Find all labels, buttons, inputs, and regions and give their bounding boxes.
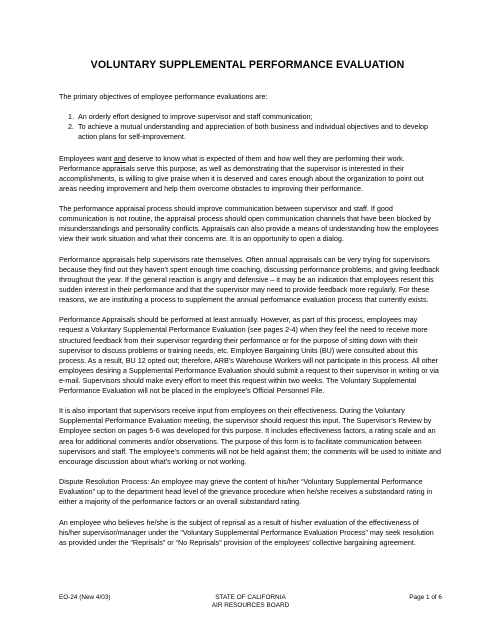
intro-paragraph: The primary objectives of employee performance evaluations are: [59, 92, 268, 101]
paragraph-reprisal: An employee who believes he/she is the subject of reprisal as a result of his/her evaluation of the effectiveness of his/her supervisor/manager under the “Voluntary Supplemental Performance Evaluation Process” may seek resolution as provided under the “Reprisals” or “No Reprisals” provision of the employees’ collective bargaining agreement. [59, 517, 434, 547]
p1-after: deserve to know what is expected of them and how well they are performing their work. Performance appraisals serve this purpose, as well as demonstrating that the supervisor is interested in their accomplishments, is willing to give praise when it is deserved and cares enough about the organization to point out areas needing improvement and help them overcome obstacles to improving their performance. [59, 153, 424, 193]
paragraph-communication: The performance appraisal process should improve communication between supervisor and staff. If good communication is not routine, the appraisal process should open communication channels that have been blocked by misunderstandings and personality conflicts. Appraisals can also provide a means of understanding how the employees view their work situation and what their concerns are. It is an opportunity to open a dialog. [59, 204, 439, 244]
paragraph-supervisor-rating: Performance appraisals help supervisors rate themselves. Often annual appraisals can be very trying for supervisors because they find out they haven’t spent enough time coaching, discussing performance problems, and giving feedback throughout the year. If the general reaction is angry and defensive – it may be an indication that employees resent this sudden interest in their performance and that the supervisor may need to provide feedback more regularly. For these reasons, we are instituting a process to supplement the annual performance evaluation process that currently exists. [59, 254, 440, 305]
objectives-list [59, 112, 442, 142]
objective-item-1: 1. An orderly effort designed to improve supervisor and staff communication; [76, 112, 442, 122]
footer-agency: AIR RESOURCES BOARD [211, 602, 290, 609]
paragraph-expectations [59, 154, 442, 194]
form-id: EO-24 (New 4/03) [59, 594, 111, 601]
paragraph-annual-appraisals: Performance Appraisals should be performed at least annually. However, as part of this process, employees may request a Voluntary Supplemental Performance Evaluation (see pages 2-4) when they feel the need to receive more structured feedback from their supervisor regarding their performance or for the purpose of sitting down with their supervisor to discuss problems or training needs, etc. Employee Bargaining Units (BU) were consulted about this process. As a result, BU 12 opted out; therefore, ARB’s Warehouse Workers will not participate in this process. All other employees desiring a Supplemental Performance Evaluation should submit a request to their supervisor in writing or via e-mail. Supervisors should make every effort to meet this request within two weeks. The Voluntary Supplemental Performance Evaluation will not be placed in the employee’s Official Personnel File. [59, 315, 439, 395]
p1-before: Employees want [59, 153, 114, 163]
paragraph-supervisor-input: It is also important that supervisors receive input from employees on their effectiveness. During the Voluntary Supplemental Performance Evaluation meeting, the supervisor should request this input. The Supervisor’s Review by Employee section on pages 5-6 was developed for this purpose. It includes effectiveness factors, a rating scale and an area for additional comments and/or observations. The purpose of this form is to facilitate communication between supervisors and staff. The employee’s comments will not be held against them; the comments will be used to initiate and encourage discussion about what’s working or not working. [59, 406, 441, 466]
footer-state: STATE OF CALIFORNIA [215, 594, 286, 601]
document-title: VOLUNTARY SUPPLEMENTAL PERFORMANCE EVALUATION [90, 59, 405, 71]
objective-item-2: 2. To achieve a mutual understanding and appreciation of both business and individual objectives and to develop action plans for self-improvement. [76, 122, 442, 142]
page-number: Page 1 of 6 [409, 594, 442, 601]
document-body [59, 92, 442, 558]
paragraph-dispute-resolution: Dispute Resolution Process: An employee may grieve the content of his/her “Voluntary Supplemental Performance Evaluation” up to the department head level of the grievance procedure when he/she receives a substandard rating in either a majority of the performance factors or an overall substandard rating. [59, 477, 433, 507]
footer-agency-block [59, 594, 442, 610]
p1-underlined-word: and [113, 153, 126, 163]
